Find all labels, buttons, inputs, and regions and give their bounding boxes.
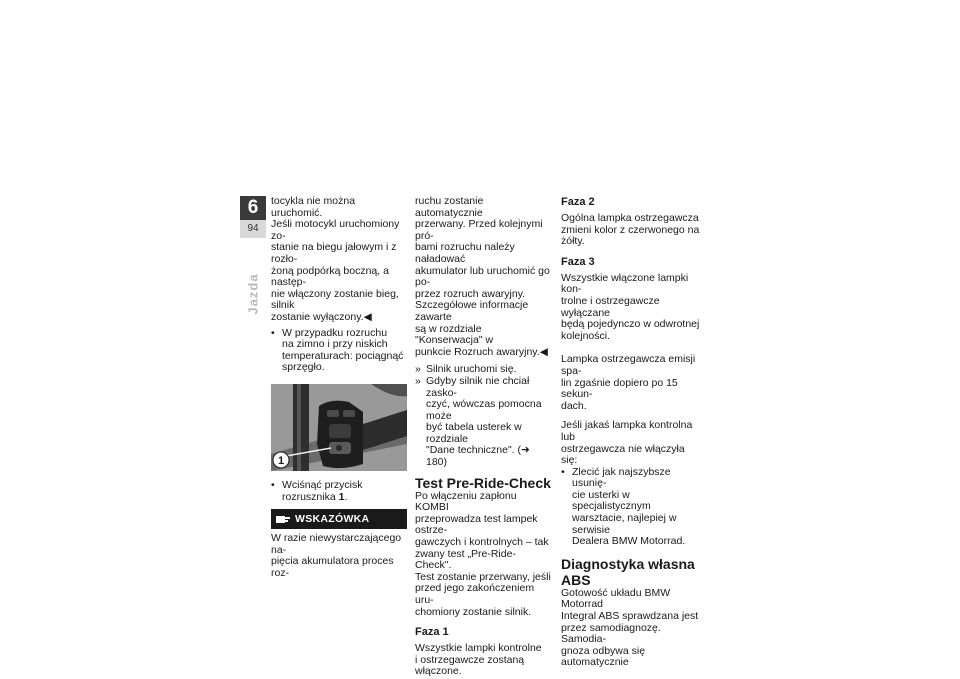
col2-intro: ruchu zostanie automatycznie przerwany. Przed kolejnymi pró- bami rozruchu należy naładować akumulator lub uruchomić go po- przez rozruch awaryjny. Szczegółowe informacje zawarte są w rozdziale "Konserwacja" w punkcie Rozruch awaryjny.◀ — [415, 195, 550, 358]
col3-phase-3-text: Wszystkie włączone lampki kon- trolne i ostrzegawcze wyłączane będą pojedynczo w odwrotnej kolejności. — [561, 271, 700, 342]
heading-abs-self-diagnosis: Diagnostyka własna ABS — [561, 555, 695, 588]
col2-pre-ride-text: Po włączeniu zapłonu KOMBI przeprowadza test lampek ostrze- gawczych i kontrolnych – tak zwany test „Pre-Ride-Check". Test zostanie przerwany, jeśli przed jego zakończeniem uru- chomiony zostanie silnik. — [415, 489, 551, 618]
col3-emission-lamp-text: Lampka ostrzegawcza emisji spa- lin zgaśnie dopiero po 15 sekun- dach. — [561, 353, 696, 412]
col1-bullet-cold-start: • W przypadku rozruchu na zimno i przy niskich temperaturach: pociągnąć sprzęgło. — [271, 326, 404, 374]
section-label — [239, 264, 267, 324]
chapter-tab — [240, 196, 266, 240]
col3-lamp-failure-text: Jeśli jakaś lampka kontrolna lub ostrzegawcza nie włączyła się: — [561, 419, 693, 467]
col2-phase-1-text: Wszystkie lampki kontrolne i ostrzegawcze zostaną włączone. — [415, 642, 542, 678]
heading-phase-3: Faza 3 — [561, 255, 595, 268]
handlebar-switch-photo — [271, 384, 407, 471]
heading-phase-2: Faza 2 — [561, 196, 595, 208]
note-text: W razie niewystarczającego na- pięcia akumulatora proces roz- — [271, 532, 402, 579]
chapter-number: 6 — [240, 196, 266, 220]
column-2 — [415, 196, 551, 678]
col1-intro: tocykla nie można uruchomić. Jeśli motocykl uruchomiony zo- stanie na biegu jałowym i z rozło- żoną podpórką boczną, a następ- nie włączony zostanie bieg, silnik zostanie wyłączony.◀ — [271, 195, 400, 323]
col3-bullet-workshop: • Zlecić jak najszybsze usunię- cie usterki w specjalistycznym warsztacie, najlepiej w serwisie Dealera BMW Motorrad. — [561, 465, 686, 548]
photo-callout-1: 1 — [277, 454, 285, 467]
page-number: 94 — [240, 220, 266, 238]
column-3 — [561, 196, 701, 669]
note-hand-icon — [276, 513, 290, 525]
note-box — [271, 509, 407, 529]
col1-bullet-starter: • Wciśnąć przycisk rozrusznika 1. — [271, 478, 363, 503]
column-1 — [271, 196, 407, 579]
col2-result-engine-starts: » Silnik uruchomi się. — [415, 363, 517, 376]
heading-pre-ride-check: Test Pre-Ride-Check — [415, 474, 551, 491]
col3-abs-text: Gotowość układu BMW Motorrad Integral ABS sprawdzana jest przez samodiagnozę. Samodia- gnoza odbywa się automatycznie — [561, 586, 699, 669]
heading-phase-1: Faza 1 — [415, 626, 449, 639]
note-label: WSKAZÓWKA — [295, 513, 370, 526]
col3-phase-2-text: Ogólna lampka ostrzegawcza zmieni kolor z czerwonego na żółty. — [561, 212, 700, 248]
col2-result-engine-fails: » Gdyby silnik nie chciał zasko- czyć, wówczas pomocna może być tabela usterek w rozdziale "Dane techniczne". (➜ 180) — [415, 374, 542, 469]
section-label-text: Jazda — [245, 273, 261, 315]
